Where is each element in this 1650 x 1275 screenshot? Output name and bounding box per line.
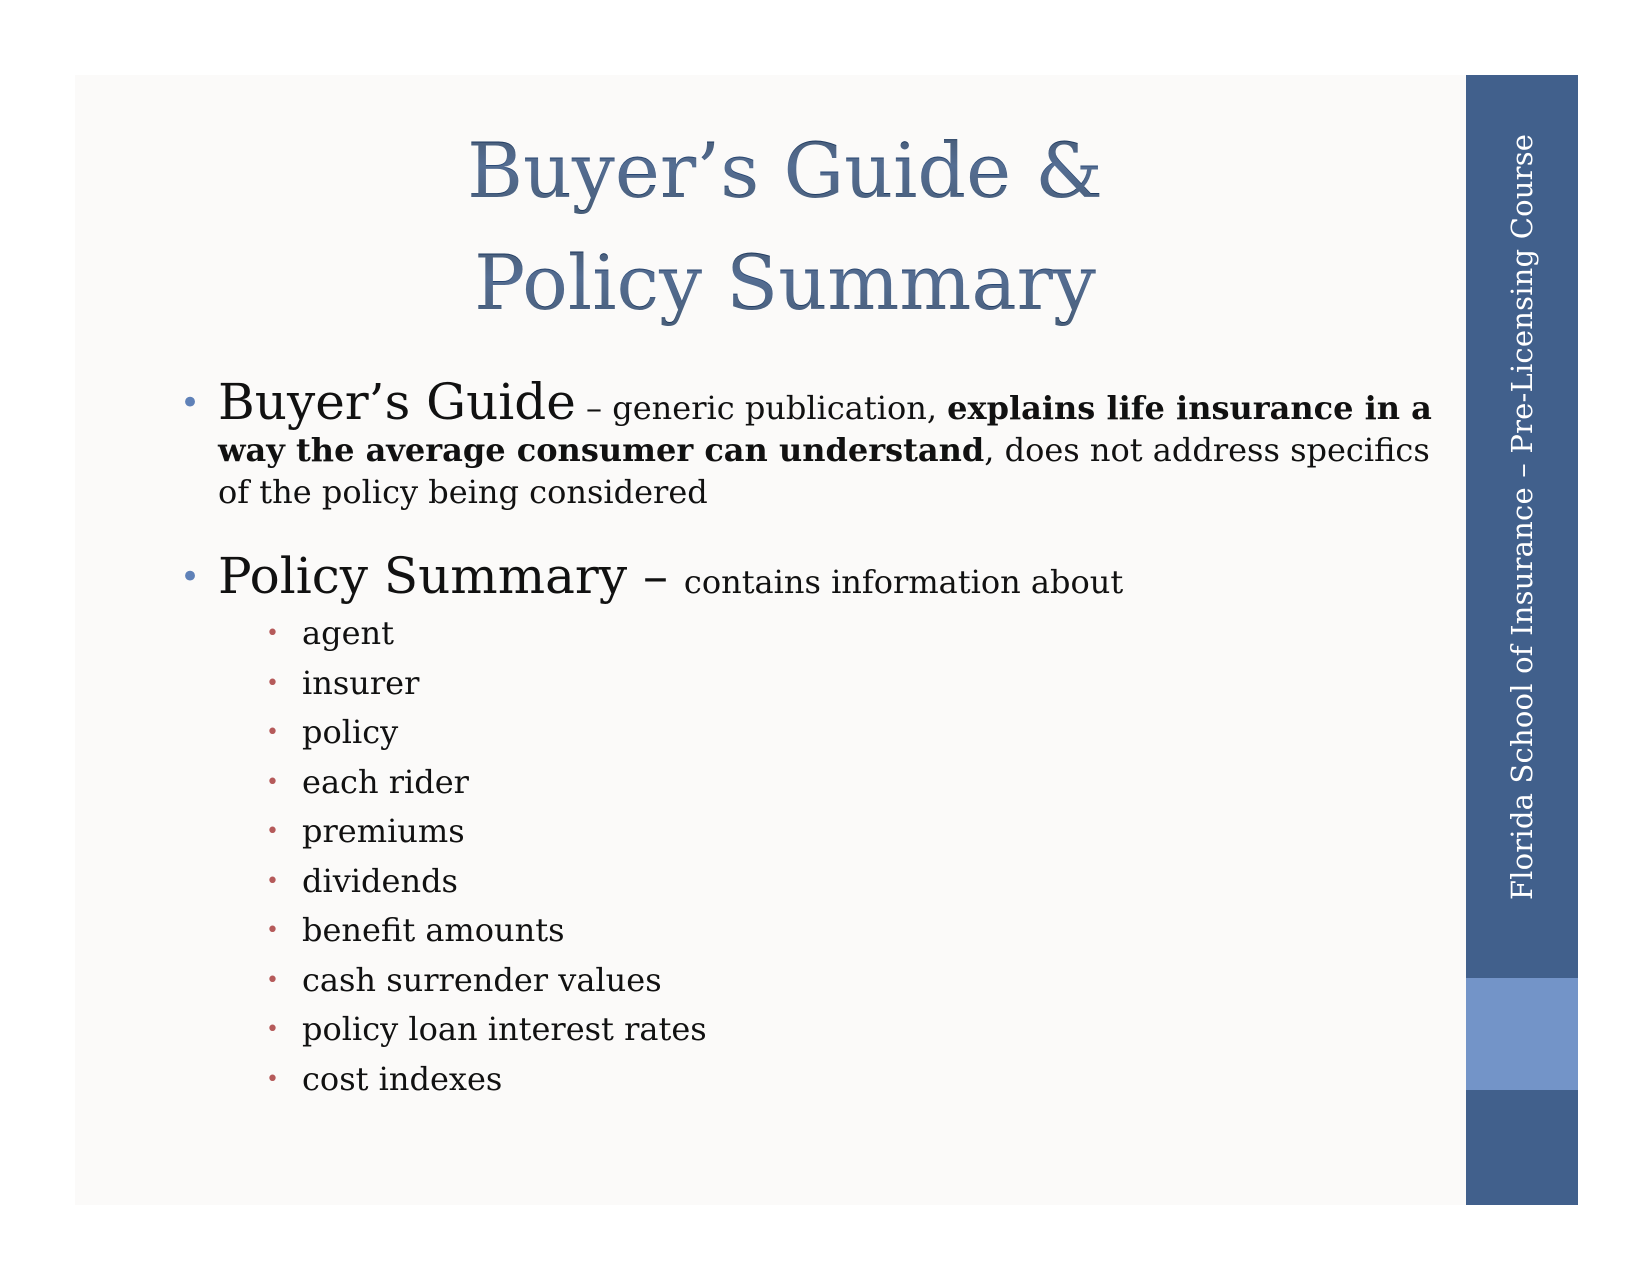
bullet-dash: – <box>575 389 613 427</box>
bullet-heading: Policy Summary <box>218 547 628 605</box>
slide-title <box>245 115 1325 339</box>
list-item <box>266 609 1440 659</box>
list-item-label: dividends <box>302 861 458 900</box>
list-item <box>266 1055 1440 1105</box>
sub-bullet-icon: • <box>266 967 279 993</box>
list-item-label: insurer <box>302 663 420 702</box>
list-item-label: each rider <box>302 762 469 801</box>
sub-bullet-icon: • <box>266 670 279 696</box>
list-item <box>266 807 1440 857</box>
sub-bullet-icon: • <box>266 769 279 795</box>
sidebar-accent-block <box>1466 978 1578 1090</box>
title-line-2: Policy Summary <box>245 227 1325 339</box>
bullet-policy-summary <box>180 549 1440 1104</box>
bullet-text-plain-2: , does not address specifics of the policy being considered <box>218 431 1430 511</box>
list-item <box>266 956 1440 1006</box>
sub-bullet-icon: • <box>266 1017 279 1042</box>
bullet-text <box>218 373 1432 511</box>
list-item <box>266 1005 1440 1055</box>
bullet-text-plain: contains information about <box>683 563 1124 601</box>
list-item <box>266 758 1440 808</box>
list-item <box>266 708 1440 758</box>
list-item <box>266 857 1440 907</box>
sidebar-label-area <box>1466 75 1578 978</box>
sidebar-course-label: Florida School of Insurance – Pre-Licensing Course <box>1505 133 1539 901</box>
list-item-label: cost indexes <box>302 1059 503 1098</box>
sub-bullet-icon: • <box>266 1066 279 1092</box>
sidebar <box>1466 75 1578 1205</box>
bullet-buyers-guide <box>180 375 1440 513</box>
list-item-label: policy <box>302 713 399 751</box>
list-item-label: policy loan interest rates <box>302 1010 707 1048</box>
list-item-label: agent <box>302 614 394 652</box>
sub-bullet-icon: • <box>266 621 279 646</box>
sub-bullet-icon: • <box>266 720 279 745</box>
list-item <box>266 906 1440 956</box>
list-item-label: cash surrender values <box>302 960 662 999</box>
bullet-heading: Buyer’s Guide <box>218 373 576 431</box>
list-item-label: benefit amounts <box>302 911 565 949</box>
bullet-dot-icon: • <box>180 557 201 597</box>
policy-summary-sublist <box>218 609 1440 1104</box>
sub-bullet-icon: • <box>266 819 279 844</box>
slide-content <box>180 375 1440 1140</box>
list-item-label: premiums <box>302 812 465 850</box>
bullet-text-bold: explains life insurance in a way the average consumer can understand <box>218 389 1432 469</box>
bullet-dot-icon: • <box>180 383 201 423</box>
sub-bullet-icon: • <box>266 868 279 894</box>
slide <box>75 75 1578 1205</box>
bullet-dash: – <box>627 547 684 605</box>
sub-bullet-icon: • <box>266 918 279 943</box>
title-line-1: Buyer’s Guide & <box>245 115 1325 227</box>
bullet-text-plain-1: generic publication, <box>612 389 948 427</box>
bullet-text <box>218 547 1124 605</box>
list-item <box>266 659 1440 709</box>
